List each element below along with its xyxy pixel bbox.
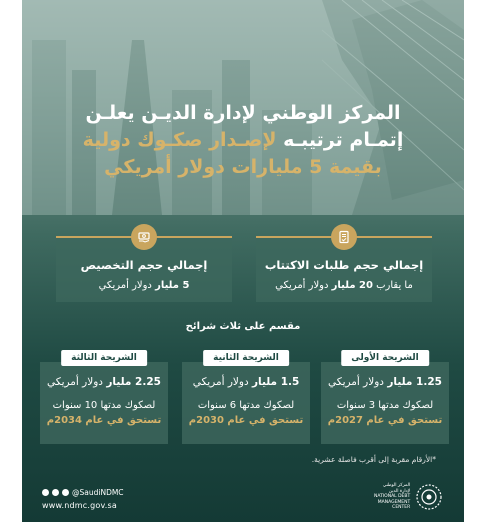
linkedin-social-icon[interactable] [52,489,59,496]
headline-line2-a: إتمـام ترتيبـه [283,129,404,151]
social-handle[interactable]: @SaudiNDMC [72,488,124,497]
tranche-3-maturity: تستحق في عام 2034م [46,415,162,426]
allocation-unit: دولار أمريكي [98,280,152,291]
tranche-1-amount: 1.25 مليار [387,376,442,388]
logo-line4: MANAGEMENT [377,499,411,505]
x-social-icon[interactable] [42,489,49,496]
footer-contact [42,488,124,510]
tranche-1-unit: دولار أمريكي [328,376,384,388]
tranche-2-maturity: تستحق في عام 2030م [188,415,304,426]
subscription-title: إجمالي حجم طلبات الاكتتاب [264,258,424,272]
tranche-2-label: الشريحة الثانية [203,350,289,366]
headline-line1-b: يعلـن [85,102,135,124]
subscription-card [256,236,432,302]
headline-line1 [22,100,464,127]
logo-line3: NATIONAL DEBT [374,494,411,500]
tranche-3-duration: لصكوك مدتها 10 سنوات [52,400,156,411]
logo-line5: CENTER [392,505,411,511]
ndmc-logo [374,480,454,514]
tranche-3-card [40,353,168,444]
logo-line1: المركز الوطني [382,483,411,489]
allocation-amount: 5 مليار [155,280,190,291]
social-handle-row [42,488,124,497]
ndmc-emblem-icon [414,482,444,512]
logo-text [374,483,410,511]
subscription-amount: 20 مليار [331,280,373,291]
tranche-3-label: الشريحة الثالثة [61,350,147,366]
subscription-unit: دولار أمريكي [275,280,329,291]
logo-line2: لإدارة الدين [388,488,411,494]
allocation-title: إجمالي حجم التخصيص [80,258,208,272]
headline-line2-b: لإصـدار صكـوك دولية [82,129,277,151]
tranche-1-duration: لصكوك مدتها 3 سنوات [336,400,434,411]
money-hand-icon [131,224,157,250]
tranche-1-card [321,353,449,444]
tranche-1-label: الشريحة الأولى [341,350,429,366]
tranche-2-amount: 1.5 مليار [251,376,300,388]
headline-line2 [22,127,464,154]
tranche-3-amount: 2.25 مليار [106,376,161,388]
tranche-3-unit: دولار أمريكي [47,376,103,388]
split-title: مقسم على ثلاث شرائح [185,321,301,332]
tranche-1-amount-line [321,376,449,388]
subscription-prefix: ما يقارب [376,280,413,291]
youtube-social-icon[interactable] [62,489,69,496]
footnote: *الأرقام مقربة إلى أقرب فاصلة عشرية. [311,455,436,464]
website-link[interactable]: www.ndmc.gov.sa [42,501,118,510]
tranche-3-amount-line [40,376,168,388]
infographic-poster [22,0,464,522]
tranche-2-duration: لصكوك مدتها 6 سنوات [197,400,295,411]
allocation-card [56,236,232,302]
headline [22,100,464,181]
headline-line3: بقيمة 5 مليارات دولار أمريكي [104,156,382,178]
tranche-2-amount-line [182,376,310,388]
document-check-icon [331,224,357,250]
tranche-1-maturity: تستحق في عام 2027م [327,415,443,426]
headline-line1-a: المركز الوطني لإدارة الديـن [141,102,401,124]
allocation-value [56,280,232,291]
tranche-2-card [182,353,310,444]
tranche-2-unit: دولار أمريكي [192,376,249,388]
subscription-value [256,280,432,291]
